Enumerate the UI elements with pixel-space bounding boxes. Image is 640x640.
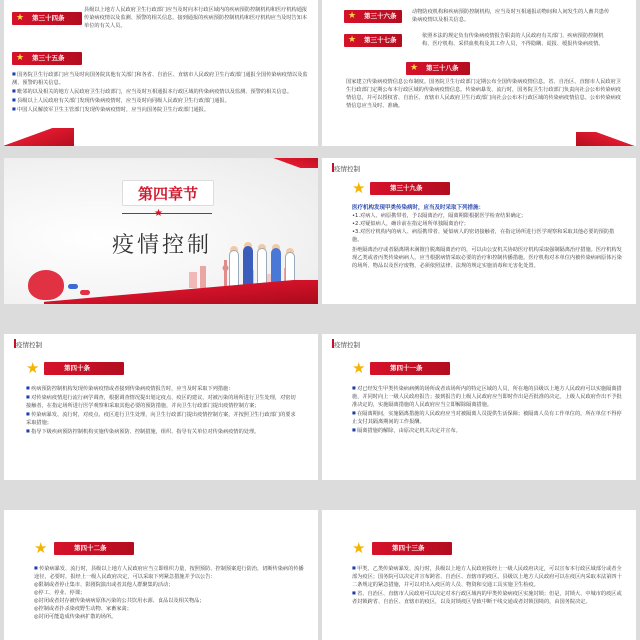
slide-3-cover[interactable] (4, 158, 318, 304)
slide-5[interactable] (4, 334, 318, 480)
article-37-text: 依照本法的规定负有传染病疫情报告职责的人民政府有关部门、疾病预防控制机构、医疗机构、采供血机构及其工作人员，不得隐瞒、谎报、缓报传染病疫情。 (422, 33, 604, 47)
star-icon: ★ (352, 539, 366, 557)
list-item: ■ 中国人民解放军卫生主管部门发现传染病疫情时，应当向国务院卫生行政部门通报。 (12, 105, 308, 114)
slide-7[interactable] (4, 510, 318, 640)
list-item: ◎控制或者扑杀染疫野生动物、家畜家禽； (34, 606, 132, 612)
section-label: 疫情控制 (334, 341, 360, 349)
list-item: ◎停工、停业、停课； (34, 590, 86, 596)
chapter-title: 疫情控制 (112, 233, 213, 258)
article-34-text: 县级以上地方人民政府卫生行政部门应当及时向本行政区域内的疾病预防控制机构和医疗机构通报传染病疫情以及监测、预警的相关信息。接到通报的疾病预防控制机构和医疗机构应当及时告知本单位的有关人员。 (84, 7, 308, 29)
list-item: ■ 对传染病疫情进行流行病学调查，根据调查情况提出划定疫点、疫区的建议，对被污染的场所进行卫生处理，对密切接触者，在指定场所进行医学观察和采取其他必要的预防措施，并向卫生行政部门提出疫情控制方案； (26, 393, 296, 410)
slide-2[interactable] (322, 0, 636, 146)
decor-ribbon (44, 280, 318, 304)
divider (122, 213, 212, 214)
star-icon: ★ (16, 13, 25, 23)
article-lead: ■ 疾病预防控制机构发现传染病疫情或者接到传染病疫情报告时，应当及时采取下列措施： (26, 384, 296, 393)
star-icon: ★ (154, 208, 163, 219)
list-item: ■ 对已经发生甲类传染病病例的场所或者该场所内的特定区域的人员，所在地的县级以上地方人民政府可以实施隔离措施，并同时向上一级人民政府报告；接到报告的上级人民政府应当即时作出是否批准的决定。上级人民政府作出不予批准决定的，实施隔离措施的人民政府应当立即解除隔离措施。 (352, 384, 622, 409)
article-42-header: 第四十二条 (54, 542, 134, 555)
article-40-body (26, 384, 296, 436)
section-label: 疫情控制 (16, 341, 42, 349)
star-icon: ★ (34, 539, 48, 557)
article-34-header: ★ 第三十四条 (12, 12, 82, 25)
article-43-body (352, 564, 622, 606)
article-lead: 医疗机构发现甲类传染病时，应当及时采取下列措施： (352, 205, 485, 211)
list-item: ■ 隔离措施的解除，由原决定机关决定并宣布。 (352, 426, 622, 435)
decor-ribbon (263, 158, 318, 168)
article-35-header: ★ 第三十五条 (12, 52, 82, 65)
article-42-body (34, 564, 304, 621)
article-43-header: 第四十三条 (372, 542, 452, 555)
article-41-body (352, 384, 622, 435)
star-icon: ★ (410, 63, 419, 73)
chapter-label: 第四章节 (122, 180, 214, 206)
list-item: ■ 指导下级疾病预防控制机构实施传染病预防、控制措施，组织、指导有关单位对传染病疫情的处理。 (26, 427, 296, 436)
star-icon: ★ (16, 53, 25, 63)
list-item: ■ 国务院卫生行政部门应当及时向国务院其他有关部门和各省、自治区、直辖市人民政府卫生行政部门通报全国传染病疫情以及监测、预警的相关信息。 (12, 70, 308, 87)
article-38-header: ★ 第三十八条 (406, 62, 470, 75)
list-item: •1.对病人、病原携带者，予以隔离治疗，隔离期限根据医学检查结果确定； (352, 213, 527, 219)
list-item: ■ 在隔离期间，实施隔离措施的人民政府应当对被隔离人员提供生活保障；被隔离人员有工作单位的，所在单位不得停止支付其隔离期间的工作报酬。 (352, 409, 622, 426)
star-icon: ★ (26, 359, 40, 377)
article-41-header: 第四十一条 (370, 362, 450, 375)
section-label: 疫情控制 (334, 165, 360, 173)
list-item: ■ 省、自治区、直辖市人民政府可以决定对本行政区域内的甲类传染病疫区实施封锁；但是，封锁大、中城市的疫区或者封锁跨省、自治区、直辖市的疫区，以及封锁疫区导致中断干线交通或者封锁国境的，由国务院决定。 (352, 589, 622, 606)
article-39-header: 第三十九条 (370, 182, 450, 195)
slide-1[interactable] (4, 0, 318, 146)
article-35-list (12, 70, 308, 114)
article-39-body (352, 204, 622, 270)
list-item: ◎封闭或者封存被传染病病原体污染的公共饮用水源、食品以及相关物品； (34, 598, 205, 604)
slide-6[interactable] (322, 334, 636, 480)
decor-ribbon (4, 128, 74, 146)
decor-ribbon (576, 132, 636, 146)
list-item: ■ 甲类、乙类传染病暴发、流行时，县级以上地方人民政府报经上一级人民政府决定，可以宣布本行政区域部分或者全部为疫区；国务院可以决定并宣布跨省、自治区、直辖市的疫区。县级以上地方人民政府可以在疫区内采取本法第四十二条规定的紧急措施，并可以对出入疫区的人员、物资和交通工具实施卫生检疫。 (352, 564, 622, 589)
article-36-text: 动物防疫机构和疾病预防控制机构，应当及时互相通报动物间和人间发生的人畜共患传染病疫情以及相关信息。 (412, 9, 610, 23)
star-icon: ★ (348, 11, 357, 21)
list-item: •3.对医疗机构内的病人、病原携带者、疑似病人的密切接触者，在指定场所进行医学观察和采取其他必要的预防措施。 (352, 229, 615, 243)
article-text: 拒绝隔离治疗或者隔离期未满擅自脱离隔离治疗的，可以由公安机关协助医疗机构采取强制隔离治疗措施。医疗机构发现乙类或者丙类传染病病人，应当根据病情采取必要的治疗和控制传播措施。医疗机构对本单位内被传染病病原体污染的场所、物品以及医疗废物，必须依照法律、法规的规定实施消毒和无害化处置。 (352, 247, 622, 269)
article-37-header: ★ 第三十七条 (344, 34, 402, 47)
slide-4[interactable] (322, 158, 636, 304)
article-36-header: ★ 第三十六条 (344, 10, 402, 23)
star-icon: ★ (348, 35, 357, 45)
list-item: ■ 毗邻的以及相关的地方人民政府卫生行政部门，应当及时互相通报本行政区域的传染病疫情以及监测、预警的相关信息。 (12, 87, 308, 96)
list-item: ■ 县级以上人民政府有关部门发现传染病疫情时，应当及时向同级人民政府卫生行政部门通报。 (12, 96, 308, 105)
star-icon: ★ (352, 359, 366, 377)
list-item: ■ 传染病暴发、流行时，对疫点、疫区进行卫生处理，向卫生行政部门提出疫情控制方案，并按照卫生行政部门的要求采取措施； (26, 410, 296, 427)
list-item: •2.对疑似病人，确诊前在指定场所单独隔离治疗； (352, 221, 469, 227)
article-38-text: 国家建立传染病疫情信息公布制度。国务院卫生行政部门定期公布全国传染病疫情信息。省、自治区、直辖市人民政府卫生行政部门定期公布本行政区域的传染病疫情信息。传染病暴发、流行时，国务院卫生行政部门负责向社会公布传染病疫情信息，并可以授权省、自治区、直辖市人民政府卫生行政部门向社会公布本行政区域的传染病疫情信息。公布传染病疫情信息应当及时、准确。 (346, 79, 621, 109)
list-item: ◎限制或者停止集市、影剧院演出或者其他人群聚集的活动； (34, 582, 174, 588)
list-item: ◎封闭可能造成传染病扩散的场所。 (34, 614, 117, 620)
slide-8[interactable] (322, 510, 636, 640)
article-text: ■ 传染病暴发、流行时，县级以上地方人民政府应当立即组织力量，按照预防、控制预案进行防治，切断传染病的传播途径，必要时，报经上一级人民政府决定，可以采取下列紧急措施并予以公告： (34, 564, 304, 581)
star-icon: ★ (352, 179, 366, 197)
article-40-header: 第四十条 (44, 362, 124, 375)
